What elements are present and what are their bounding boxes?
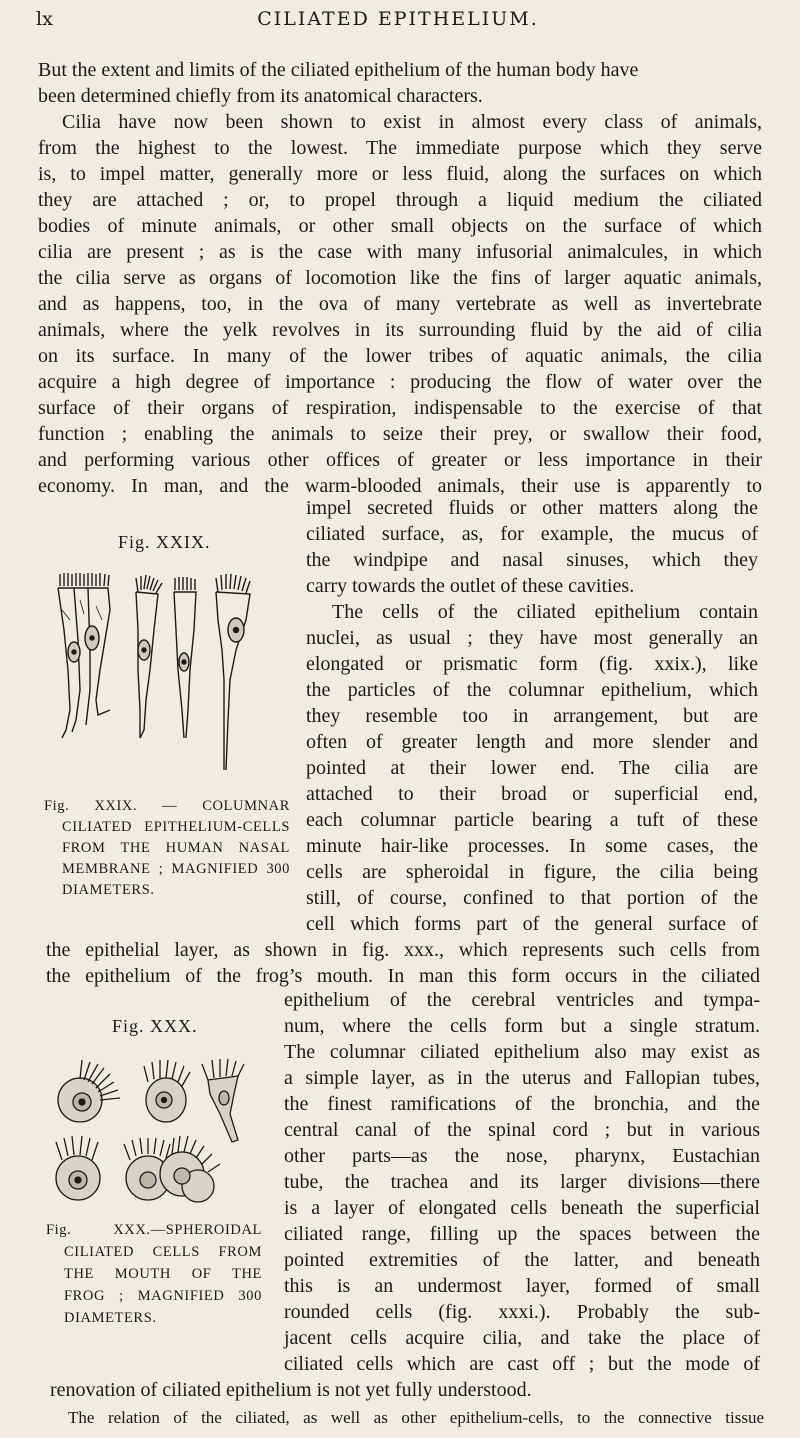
text-line: they resemble too in arrangement, but are — [306, 705, 758, 727]
caption-line: THE MOUTH OF THE — [64, 1266, 262, 1282]
caption-line: DIAMETERS. — [62, 882, 155, 898]
text-line: ciliated range, filling up the spaces between the — [284, 1223, 760, 1245]
text-line: the particles of the columnar epithelium, which — [306, 679, 758, 701]
text-line: rounded cells (fig. xxxi.). Probably the sub- — [284, 1301, 760, 1323]
text-line: Cilia have now been shown to exist in almost every class of animals, — [62, 111, 762, 133]
text-line: economy. In man, and the warm-blooded animals, their use is apparently to — [38, 475, 762, 497]
text-line: each columnar particle bearing a tuft of these — [306, 809, 758, 831]
caption-line: FROM THE HUMAN NASAL — [62, 840, 290, 856]
caption-line: Fig. XXX.—SPHEROIDAL — [46, 1222, 262, 1238]
running-title: CILIATED EPITHELIUM. — [257, 8, 539, 30]
text-line: But the extent and limits of the ciliated epithelium of the human body have — [38, 59, 639, 81]
text-line: The cells of the ciliated epithelium contain — [332, 601, 758, 623]
text-line: they are attached ; or, to propel through a liquid medium the ciliated — [38, 189, 762, 211]
fig29-columnar-cells-illustration — [50, 570, 270, 780]
text-line: been determined chiefly from its anatomical characters. — [38, 85, 483, 107]
fig29-title: Fig. XXIX. — [118, 532, 211, 552]
text-line: cell which forms part of the general surface of — [306, 913, 758, 935]
text-line: a simple layer, as in the uterus and Fallopian tubes, — [284, 1067, 760, 1089]
text-line: nuclei, as usual ; they have most generally an — [306, 627, 758, 649]
text-line: and as happens, too, in the ova of many vertebrate as well as invertebrate — [38, 293, 762, 315]
fig30-title: Fig. XXX. — [112, 1016, 198, 1036]
text-line: central canal of the spinal cord ; but in various — [284, 1119, 760, 1141]
text-line: surface of their organs of respiration, indispensable to the exercise of that — [38, 397, 762, 419]
text-line: function ; enabling the animals to seize their prey, or swallow their food, — [38, 423, 762, 445]
text-line: pointed extremities of the latter, and beneath — [284, 1249, 760, 1271]
text-line: impel secreted fluids or other matters along the — [306, 497, 758, 519]
caption-line: MEMBRANE ; MAGNIFIED 300 — [62, 861, 290, 877]
text-line: from the highest to the lowest. The immediate purpose which they serve — [38, 137, 762, 159]
text-line: the windpipe and nasal sinuses, which they — [306, 549, 758, 571]
text-line: acquire a high degree of importance : producing the flow of water over the — [38, 371, 762, 393]
text-line: renovation of ciliated epithelium is not yet fully understood. — [50, 1379, 532, 1401]
text-line: the epithelial layer, as shown in fig. xxx., which represents such cells from — [46, 939, 760, 961]
text-line: epithelium of the cerebral ventricles and tympa- — [284, 989, 760, 1011]
text-line: and performing various other offices of greater or less importance in their — [38, 449, 762, 471]
caption-line: CILIATED EPITHELIUM-CELLS — [62, 819, 290, 835]
text-line: bodies of minute animals, or other small objects on the surface of which — [38, 215, 762, 237]
text-line: still, of course, confined to that portion of the — [306, 887, 758, 909]
text-line: The relation of the ciliated, as well as other epithelium-cells, to the connective tissue — [68, 1408, 764, 1427]
text-line: often of greater length and more slender and — [306, 731, 758, 753]
text-line: the epithelium of the frog’s mouth. In man this form occurs in the ciliated — [46, 965, 760, 987]
caption-line: DIAMETERS. — [64, 1310, 157, 1326]
text-line: pointed at their lower end. The cilia are — [306, 757, 758, 779]
text-line: attached to their broad or superficial end, — [306, 783, 758, 805]
text-line: tube, the trachea and its larger divisions—there — [284, 1171, 760, 1193]
text-line: cells are spheroidal in figure, the cilia being — [306, 861, 758, 883]
text-line: on its surface. In many of the lower tribes of aquatic animals, the cilia — [38, 345, 762, 367]
text-line: other parts—as the nose, pharynx, Eustachian — [284, 1145, 760, 1167]
text-line: the cilia serve as organs of locomotion like the fins of larger aquatic animals, — [38, 267, 762, 289]
text-line: animals, where the yelk revolves in its surrounding fluid by the aid of cilia — [38, 319, 762, 341]
text-line: is a layer of elongated cells beneath the superficial — [284, 1197, 760, 1219]
page-header — [36, 8, 760, 34]
text-line: elongated or prismatic form (fig. xxix.), like — [306, 653, 758, 675]
fig30-spheroidal-cells-illustration — [48, 1054, 268, 1214]
text-line: is, to impel matter, generally more or less fluid, along the surfaces on which — [38, 163, 762, 185]
caption-line: Fig. XXIX. — COLUMNAR — [44, 798, 290, 814]
text-line: this is an undermost layer, formed of small — [284, 1275, 760, 1297]
text-line: ciliated surface, as, for example, the mucus of — [306, 523, 758, 545]
caption-line: FROG ; MAGNIFIED 300 — [64, 1288, 262, 1304]
text-line: jacent cells acquire cilia, and take the place of — [284, 1327, 760, 1349]
text-line: The columnar ciliated epithelium also may exist as — [284, 1041, 760, 1063]
text-line: the finest ramifications of the bronchia, and the — [284, 1093, 760, 1115]
text-line: cilia are present ; as is the case with many infusorial animalcules, in which — [38, 241, 762, 263]
text-line: num, where the cells form but a single stratum. — [284, 1015, 760, 1037]
page-number: lx — [36, 8, 53, 30]
text-line: minute hair-like processes. In some cases, the — [306, 835, 758, 857]
caption-line: CILIATED CELLS FROM — [64, 1244, 262, 1260]
text-line: carry towards the outlet of these cavities. — [306, 575, 635, 597]
text-line: ciliated cells which are cast off ; but the mode of — [284, 1353, 760, 1375]
